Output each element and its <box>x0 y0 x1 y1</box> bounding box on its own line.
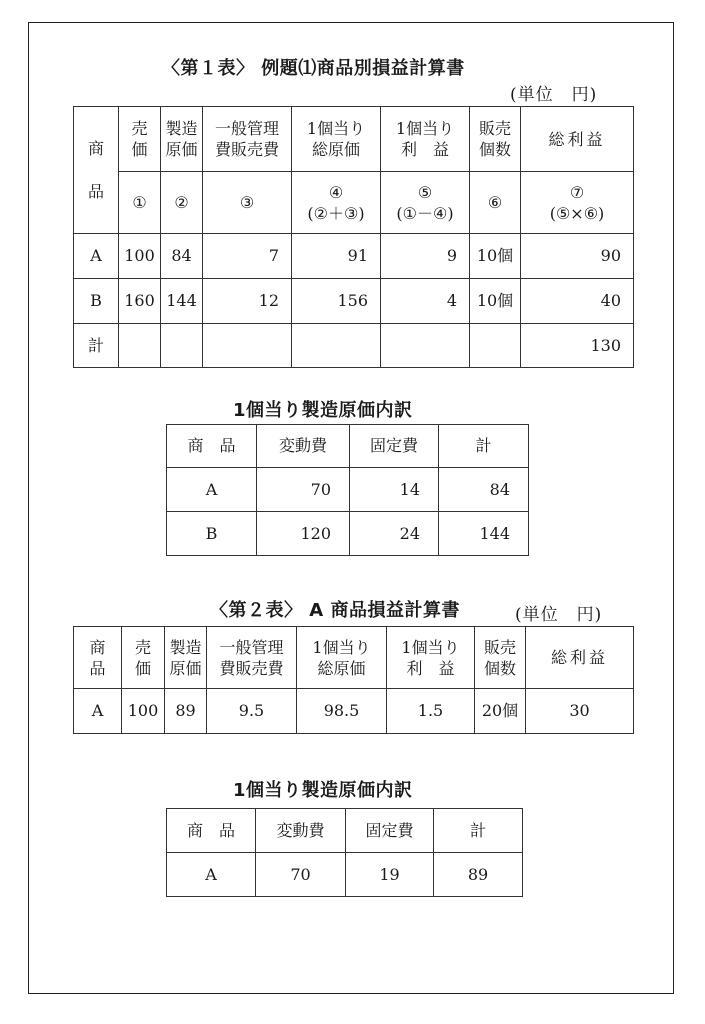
table2-header-item: 商 品 <box>74 627 122 689</box>
table-row: B 160 144 12 156 4 10個 40 <box>74 279 634 324</box>
table2-title: 〈第２表〉 A 商品損益計算書 <box>210 600 460 621</box>
table2-header-total-cost: 1個当り 総原価 <box>297 627 387 689</box>
table-row: B 120 24 144 <box>167 512 529 556</box>
breakdown1-table <box>166 424 529 556</box>
table1-header-mfg: 製造 原価 <box>161 107 203 172</box>
table1-header-row <box>74 107 634 172</box>
table2-header-qty: 販売 個数 <box>475 627 526 689</box>
table1-num-mfg: ② <box>161 172 203 234</box>
table-row: A 100 84 7 91 9 10個 90 <box>74 234 634 279</box>
table2-header-gross-profit: 総利益 <box>526 627 634 689</box>
breakdown1-title: 1個当り製造原価内訳 <box>233 400 413 421</box>
table1-header-unit-profit: 1個当り 利 益 <box>381 107 470 172</box>
breakdown2-table <box>166 808 523 897</box>
table2-header-row <box>74 627 634 689</box>
breakdown2-header-row: 商 品 変動費 固定費 計 <box>167 809 523 853</box>
table1-num-total-cost: ④ (②＋③) <box>292 172 381 234</box>
table1-num-admin: ③ <box>203 172 292 234</box>
table1-header-price: 売 価 <box>119 107 161 172</box>
table1-number-row <box>74 172 634 234</box>
table1-num-price: ① <box>119 172 161 234</box>
table1-header-admin: 一般管理 費販売費 <box>203 107 292 172</box>
table-row: A 100 89 9.5 98.5 1.5 20個 30 <box>74 689 634 734</box>
breakdown1-header-row: 商 品 変動費 固定費 計 <box>167 425 529 468</box>
table-row: A 70 14 84 <box>167 468 529 512</box>
table1-total-row: 計 130 <box>74 324 634 368</box>
table1-header-item: 商 品 <box>74 107 119 234</box>
table1-unit: (単位 円) <box>510 85 598 105</box>
table2 <box>73 626 634 734</box>
table-row: A 70 19 89 <box>167 853 523 897</box>
table2-header-unit-profit: 1個当り 利 益 <box>387 627 475 689</box>
table1-num-unit-profit: ⑤ (①－④) <box>381 172 470 234</box>
breakdown2-title: 1個当り製造原価内訳 <box>233 780 413 801</box>
table1-num-gross-profit: ⑦ (⑤×⑥) <box>521 172 634 234</box>
table2-header-price: 売 価 <box>122 627 165 689</box>
table1-header-gross-profit: 総利益 <box>521 107 634 172</box>
table1-header-qty: 販売 個数 <box>470 107 521 172</box>
table1-num-qty: ⑥ <box>470 172 521 234</box>
table2-unit: (単位 円) <box>515 605 603 625</box>
table1 <box>73 106 634 368</box>
table2-header-mfg: 製造 原価 <box>165 627 207 689</box>
table1-title: 〈第１表〉 例題⑴商品別損益計算書 <box>162 58 465 79</box>
table1-header-total-cost: 1個当り 総原価 <box>292 107 381 172</box>
table2-header-admin: 一般管理 費販売費 <box>207 627 297 689</box>
